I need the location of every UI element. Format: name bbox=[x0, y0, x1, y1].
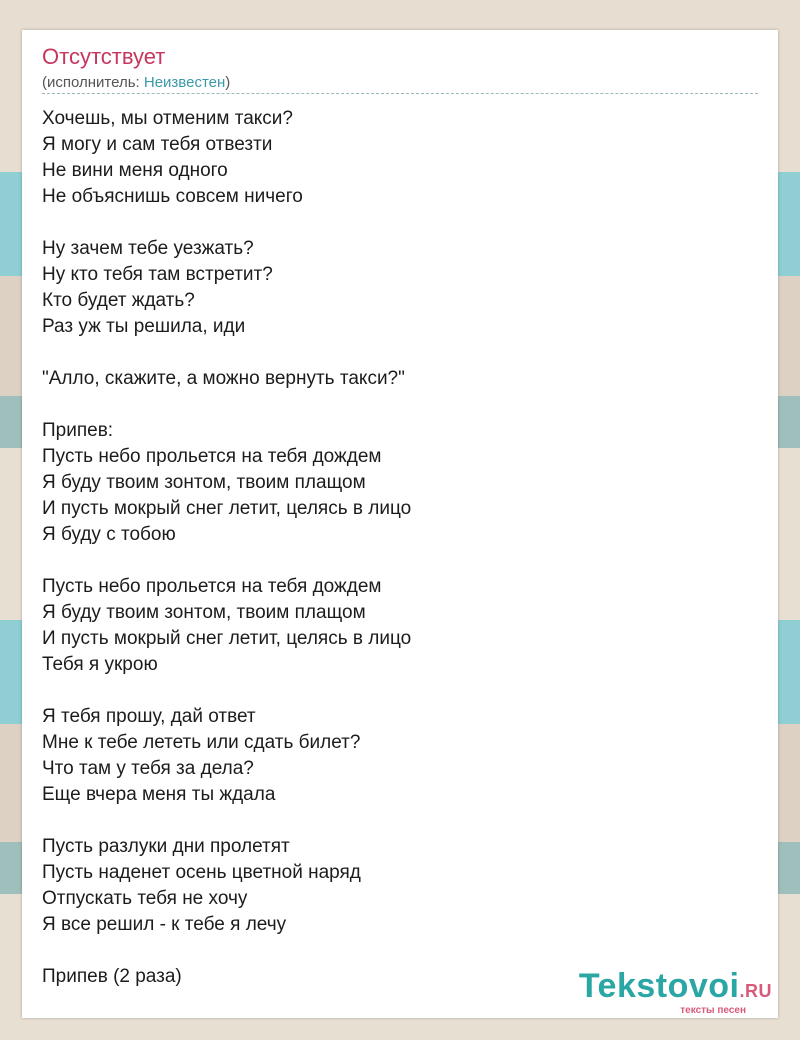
lyric-line: Ну кто тебя там встретит? bbox=[42, 264, 273, 285]
lyric-line: Пусть небо прольется на тебя дождем bbox=[42, 446, 382, 467]
lyric-blank-line bbox=[42, 938, 411, 964]
lyric-line: Мне к тебе лететь или сдать билет? bbox=[42, 732, 361, 753]
lyric-blank-line bbox=[42, 808, 411, 834]
lyric-blank-line bbox=[42, 210, 411, 236]
lyric-line: Хочешь, мы отменим такси? bbox=[42, 108, 293, 129]
lyric-blank-line bbox=[42, 392, 411, 418]
lyric-line: Не вини меня одного bbox=[42, 160, 228, 181]
title-divider bbox=[42, 93, 758, 94]
artist-suffix: ) bbox=[225, 74, 231, 91]
lyrics-body bbox=[42, 106, 411, 990]
lyric-line: "Алло, скажите, а можно вернуть такси?" bbox=[42, 368, 405, 389]
lyric-line: Пусть небо прольется на тебя дождем bbox=[42, 576, 382, 597]
lyric-line: Кто будет ждать? bbox=[42, 290, 195, 311]
lyric-line: И пусть мокрый снег летит, целясь в лицо bbox=[42, 628, 412, 649]
lyric-blank-line bbox=[42, 340, 411, 366]
lyrics-card bbox=[22, 30, 778, 1018]
artist-link[interactable]: Неизвестен bbox=[143, 74, 226, 91]
logo-suffix: .RU bbox=[739, 981, 772, 1001]
lyric-line: Я буду твоим зонтом, твоим плащом bbox=[42, 472, 366, 493]
lyric-line: Что там у тебя за дела? bbox=[42, 758, 254, 779]
lyric-line: Пусть разлуки дни пролетят bbox=[42, 836, 290, 857]
artist-prefix: (исполнитель: bbox=[42, 74, 144, 91]
lyric-line: Припев: bbox=[42, 420, 114, 441]
lyric-line: Еще вчера меня ты ждала bbox=[42, 784, 276, 805]
lyric-line: Я могу и сам тебя отвезти bbox=[42, 134, 273, 155]
artist-line bbox=[42, 74, 230, 91]
lyric-line: Не объяснишь совсем ничего bbox=[42, 186, 303, 207]
lyric-line: Я все решил - к тебе я лечу bbox=[42, 914, 287, 935]
lyric-line: Ну зачем тебе уезжать? bbox=[42, 238, 254, 259]
lyric-line: И пусть мокрый снег летит, целясь в лицо bbox=[42, 498, 412, 519]
lyric-line: Пусть наденет осень цветной наряд bbox=[42, 862, 361, 883]
lyric-line: Я тебя прошу, дай ответ bbox=[42, 706, 256, 727]
lyric-line: Отпускать тебя не хочу bbox=[42, 888, 248, 909]
lyric-blank-line bbox=[42, 678, 411, 704]
site-logo[interactable] bbox=[579, 968, 772, 1016]
logo-tagline: тексты песен bbox=[680, 1005, 746, 1016]
lyric-blank-line bbox=[42, 548, 411, 574]
lyric-line: Раз уж ты решила, иди bbox=[42, 316, 246, 337]
lyric-line: Я буду твоим зонтом, твоим плащом bbox=[42, 602, 366, 623]
lyric-line: Я буду с тобою bbox=[42, 524, 176, 545]
song-title: Отсутствует bbox=[42, 44, 166, 69]
lyric-line: Припев (2 раза) bbox=[42, 966, 182, 987]
lyric-line: Тебя я укрою bbox=[42, 654, 158, 675]
logo-word: Tekstovoi bbox=[578, 967, 740, 1005]
